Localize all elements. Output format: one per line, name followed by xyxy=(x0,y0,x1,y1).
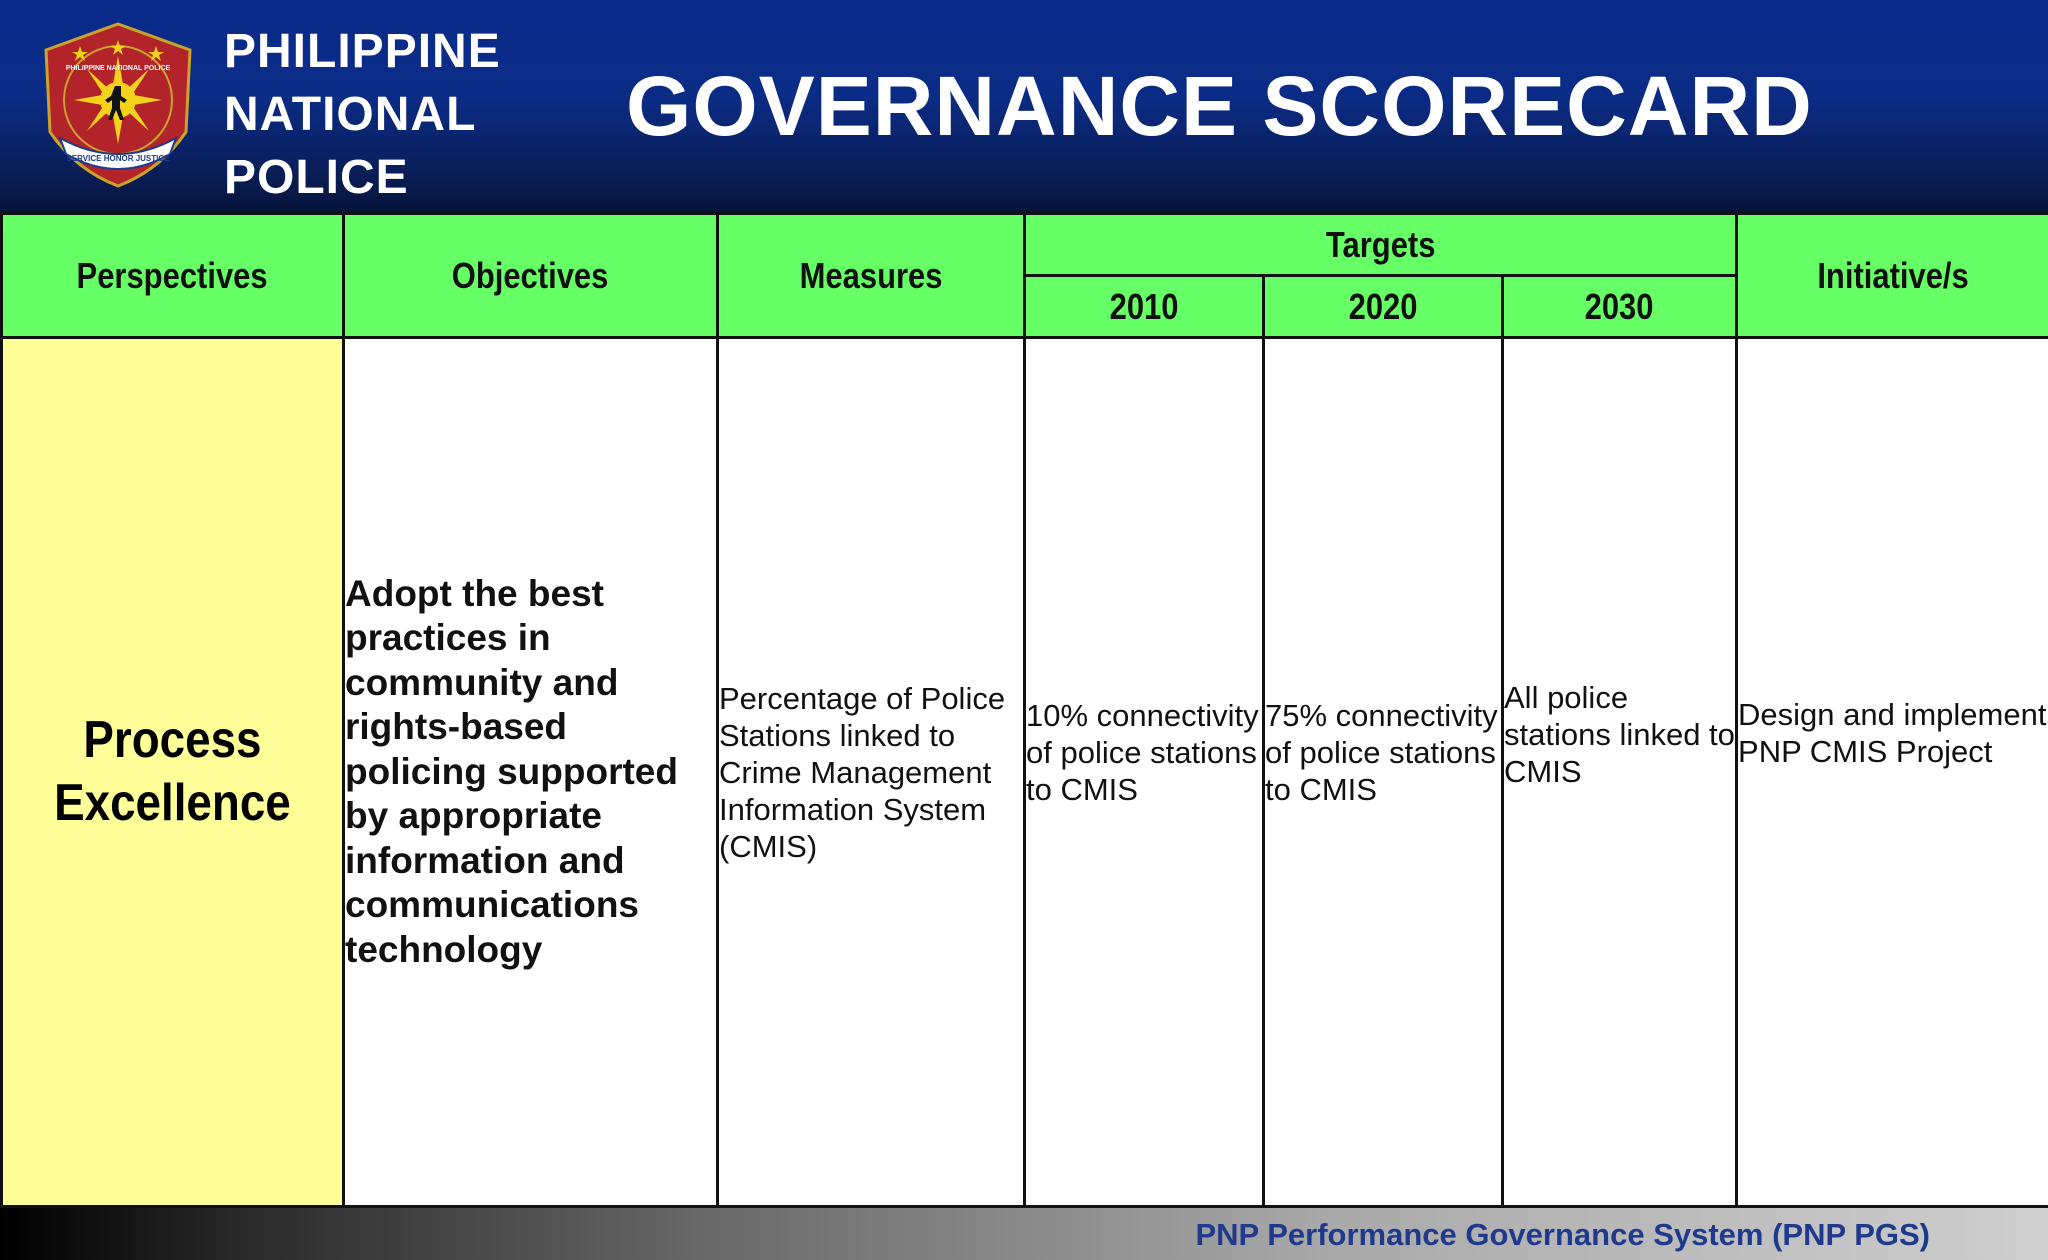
page-title: GOVERNANCE SCORECARD xyxy=(626,59,1813,153)
organization-name xyxy=(224,20,501,209)
header-initiatives-label: Initiative/s xyxy=(1817,254,1969,296)
header-year-2010 xyxy=(1025,276,1264,338)
footer-bar xyxy=(0,1208,2048,1260)
target-2020-cell xyxy=(1264,338,1503,1207)
header-targets-label: Targets xyxy=(1325,223,1436,265)
pnp-seal-icon xyxy=(40,20,196,190)
initiative-text: Design and implement PNP CMIS Project xyxy=(1738,697,2047,769)
governance-scorecard-table xyxy=(0,212,2048,1208)
objective-text: Adopt the best practices in community and rights-based policing supported by appropriate information and communications technology xyxy=(345,572,678,970)
target-2030-text: All police stations linked to CMIS xyxy=(1504,679,1735,789)
header-perspectives-label: Perspectives xyxy=(76,254,269,296)
perspective-cell xyxy=(2,338,344,1207)
header-initiatives xyxy=(1737,214,2048,338)
org-name-line-1: PHILIPPINE xyxy=(224,25,501,78)
header-year-label: 2020 xyxy=(1348,285,1418,327)
header-objectives-label: Objectives xyxy=(452,254,609,296)
header-objectives xyxy=(344,214,718,338)
measure-cell xyxy=(718,338,1025,1207)
perspective-text: Process Excellence xyxy=(54,711,291,832)
target-2030-cell xyxy=(1503,338,1737,1207)
header-measures xyxy=(718,214,1025,338)
header-measures-label: Measures xyxy=(799,254,943,296)
org-name-line-3: POLICE xyxy=(224,151,409,204)
seal-ring-text: PHILIPPINE NATIONAL POLICE xyxy=(65,65,171,72)
target-2020-text: 75% connectivity of police stations to CMIS xyxy=(1265,697,1498,807)
header-perspectives xyxy=(2,214,344,338)
target-2010-text: 10% connectivity of police stations to CMIS xyxy=(1026,697,1259,807)
target-2010-cell xyxy=(1025,338,1264,1207)
header-targets xyxy=(1025,214,1737,276)
org-name-line-2: NATIONAL xyxy=(224,88,477,141)
header-year-2030 xyxy=(1503,276,1737,338)
initiative-cell xyxy=(1737,338,2048,1207)
seal-ribbon-text: SERVICE HONOR JUSTICE xyxy=(66,154,170,163)
header-year-label: 2030 xyxy=(1585,285,1654,327)
header-banner xyxy=(0,0,2048,212)
header-year-2020 xyxy=(1264,276,1503,338)
footer-text: PNP Performance Governance System (PNP PGS) xyxy=(1195,1217,1930,1252)
header-year-label: 2010 xyxy=(1109,285,1179,327)
table-row xyxy=(2,338,2048,1207)
measure-text: Percentage of Police Stations linked to Crime Management Information System (CMIS) xyxy=(719,680,1006,864)
objective-cell xyxy=(344,338,718,1207)
